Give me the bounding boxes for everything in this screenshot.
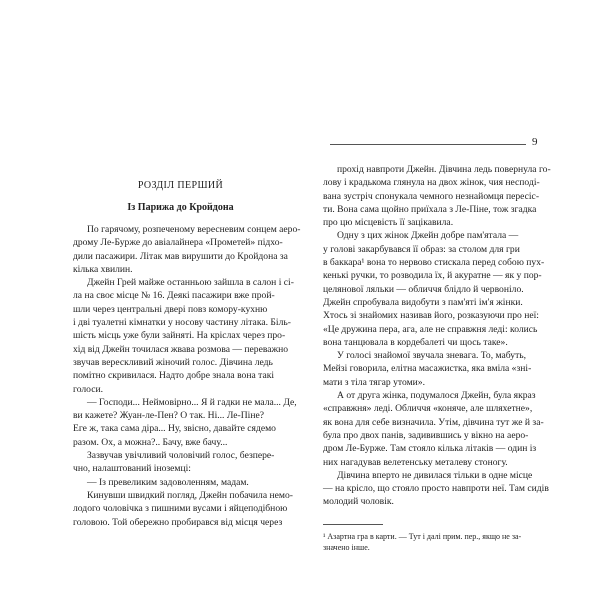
right-column-body [323,163,551,509]
text-line: лодого чоловічка з пишними вусами і яйцеподібною [73,503,288,515]
text-line: дрому Ле-Бурже до авіалайнера «Прометей» підхо- [73,237,283,249]
page-number: 9 [532,136,538,148]
paragraph [73,396,297,449]
text-line: кенькі ручки, то розводила їх, й акуратне — як у пор- [323,270,542,282]
text-line: них нагадував велетенську металеву стоногу. [323,456,508,468]
text-line: А от друга жінка, подумалося Джейн, була якраз [337,390,536,402]
paragraph [323,163,551,229]
header-rule [330,144,526,145]
text-line: Мейзі говорила, елітна масажистка, яка вміла «зні- [323,363,532,375]
text-line: і дві туалетні кімнатки у носову частину літака. Біль- [73,317,291,329]
text-line: — Із превеликим задоволенням, мадам. [87,476,249,488]
text-line: у голові закарбувався її образ: за столом для гри [323,243,520,255]
left-column [73,163,301,529]
text-line: кілька хвилин. [73,263,133,275]
text-line: Дівчина вперто не дивилася тільки в одне місце [337,469,533,481]
text-line: прохід навпроти Джейн. Дівчина ледь повернула го- [337,164,551,175]
left-column-body [73,223,301,529]
text-line: — Господи... Неймовірно... Я й гадки не мала... Де, [87,396,297,408]
text-line: Зазвучав увічливий чоловічий голос, безпере- [87,450,275,462]
text-line: Кинувши швидкий погляд, Джейн побачила немо- [87,489,293,501]
paragraph [73,223,301,276]
text-line: вана зустріч спонукала чемного незнайомця пересіс- [323,190,540,202]
paragraph [73,449,288,476]
text-line: в баккара¹ вона то нервово стискала перед собою пух- [323,257,545,269]
paragraph [323,229,545,349]
paragraph [323,469,549,509]
text-line: — на крісло, що стояло просто навпроти неї. Там сидів [323,483,549,495]
footnote-rule [323,524,383,525]
footnote-line: значено інше. [323,542,370,552]
text-line: як вона для себе визначила. Утім, дівчина тут же й за- [323,416,544,428]
paragraph [73,476,288,489]
text-line: помітно скривилася. Надто добре знала вона такі [73,370,275,382]
text-line: хід від Джейн точилася жвава розмова — переважно [73,343,289,355]
text-line: дром Ле-Бурже. Там стояло кілька літаків — один із [323,443,537,455]
text-line: шли через центральні двері повз комору-кухню [73,303,268,315]
text-line: головою. Той обережно пробирався від місця через [73,516,283,528]
paragraph [323,389,544,469]
text-line: целянової ляльки — обличчя блідло й червоніло. [323,283,524,295]
text-line: разом. Ох, а можна?.. Бачу, вже бачу... [73,436,228,448]
text-line: По гарячому, розпеченому вересневим сонцем аеро- [87,224,301,235]
text-line: ти. Вона сама щойно приїхала з Ле-Піне, тож згадка [323,203,537,215]
paragraph [73,276,294,396]
text-line: молодий чоловік. [323,496,394,508]
text-line: ви кажете? Жуан-ле-Пен? О так. Ні... Ле-Піне? [73,410,264,422]
text-line: Джейн Грей майже останньою зайшла в салон і сі- [87,277,294,289]
footnote-line: ¹ Азартна гра в карти. — Тут і далі прим. пер., якщо не за- [323,531,522,541]
right-column [323,163,551,553]
text-line: Джейн спробувала видобути з пам'яті ім'я жінки. [323,296,523,308]
text-line: дили пасажири. Літак мав вирушити до Кройдона за [73,250,288,262]
text-line: лову і крадькома глянула на двох жінок, чия несподі- [323,177,540,189]
text-line: голоси. [73,383,103,395]
paragraph [323,349,539,389]
text-line: У голосі знайомої звучала зневага. То, мабуть, [337,350,527,362]
text-line: Еге ж, така сама діра... Ну, звісно, давайте сядемо [73,423,276,435]
text-line: Одну з цих жінок Джейн добре пам'ятала — [337,230,519,242]
text-line: чно, налаштований іноземці: [73,463,191,475]
text-line: шість місць уже були зайняті. На кріслах через про- [73,330,286,342]
text-line: звучав верескливий жіночий голос. Дівчина ледь [73,356,273,368]
text-line: була про двох панів, задивившись у вікно на аеро- [323,429,529,441]
text-line: ла на своє місце № 16. Деякі пасажири вже прой- [73,290,275,302]
text-line: «справжня» леді. Обличчя «коняче, але шляхетне», [323,403,533,415]
text-line: мати з тіла тягар утоми». [323,376,425,388]
chapter-title: Із Парижа до Кройдона [127,202,234,213]
paragraph [73,489,293,529]
footnote [323,531,539,553]
chapter-label: РОЗДІЛ ПЕРШИЙ [137,180,224,191]
text-line: про цю місцевість її зацікавила. [323,217,454,229]
text-line: Хтось зі знайомих називав його, розказуючи про неї: [323,310,539,322]
text-line: «Це дружина пера, ага, але не справжня леді: колись [323,323,538,335]
text-line: вона танцювала в кордебалеті чи щось таке». [323,336,508,348]
